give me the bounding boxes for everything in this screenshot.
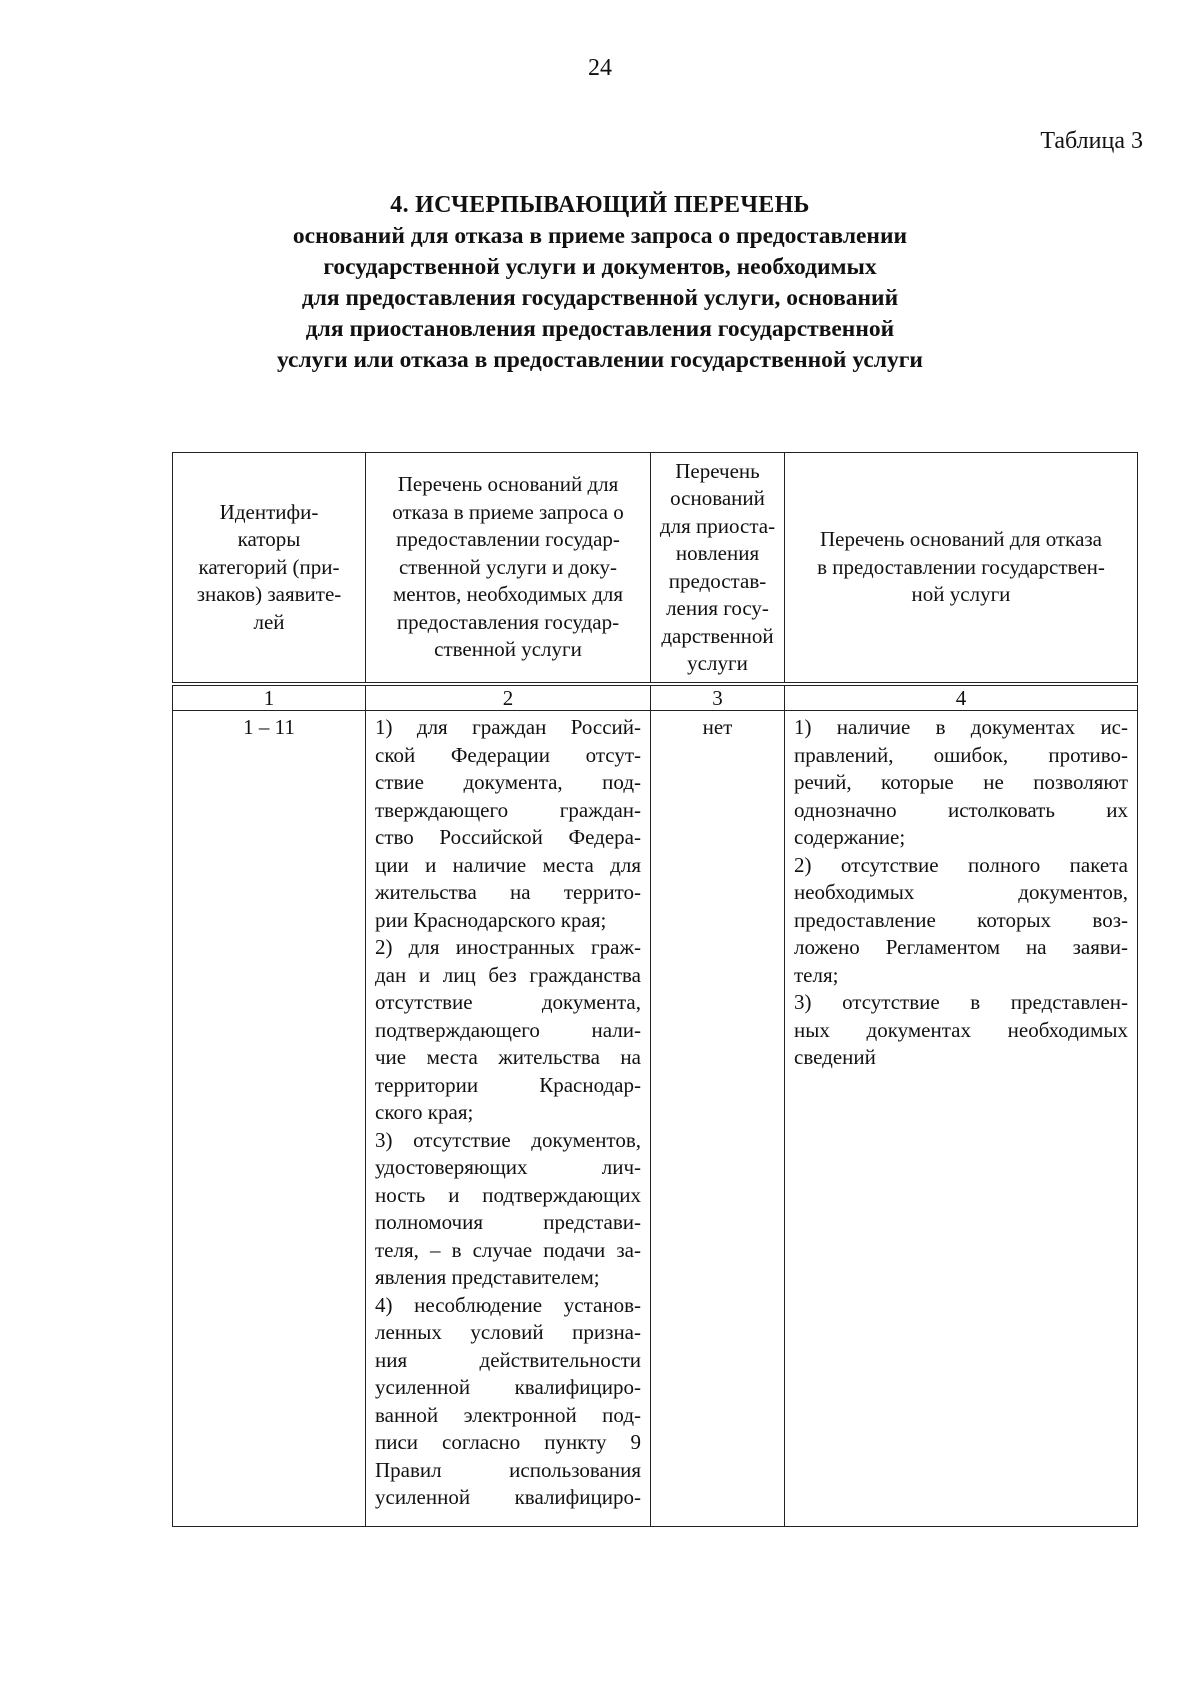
text-line: предоставление которых воз- <box>794 907 1128 932</box>
text-line: жительства на террито- <box>375 880 641 904</box>
header-line: Идентифи- <box>219 499 319 524</box>
header-identifiers <box>173 453 366 685</box>
text-line: речий, которые не позволяют <box>794 770 1128 794</box>
text-line: отсутствие документа, <box>375 990 641 1014</box>
text-line: 1) наличие в документах ис- <box>794 715 1128 739</box>
text-line: явления представителем; <box>375 1265 600 1289</box>
header-suspension <box>651 453 785 685</box>
text-line: территории Краснодар- <box>375 1072 641 1097</box>
text-line: ванной электронной под- <box>375 1402 641 1427</box>
section-heading <box>0 190 1200 376</box>
text-line: правлений, ошибок, противо- <box>794 742 1128 767</box>
table-row <box>173 711 1138 1527</box>
text-line: сведений <box>794 1045 876 1069</box>
text-line: 2) для иностранных граж- <box>375 935 641 959</box>
text-line: чие места жительства на <box>375 1045 641 1069</box>
page-number: 24 <box>588 55 612 81</box>
header-line: Перечень оснований для <box>397 472 619 497</box>
subtitle-line: оснований для отказа в приеме запроса о предоставлении <box>292 223 908 249</box>
text-line: Правил использования <box>375 1457 641 1482</box>
header-line: знаков) заявите- <box>196 582 342 607</box>
text-line: 2) отсутствие полного пакета <box>794 852 1128 877</box>
text-line: 4) несоблюдение установ- <box>375 1292 641 1317</box>
header-line: новления <box>675 541 760 565</box>
text-line: ствие документа, под- <box>375 770 641 794</box>
subtitle-line: для приостановления предоставления государственной <box>305 316 895 342</box>
cell-identifier: 1 – 11 <box>173 711 366 1527</box>
text-line: ской Федерации отсут- <box>375 742 641 767</box>
text-line: тверждающего граждан- <box>375 797 641 822</box>
text-line: писи согласно пункту 9 <box>375 1430 641 1454</box>
text-line: ных документах необходимых <box>794 1017 1128 1042</box>
column-number-row <box>173 684 1138 711</box>
header-line: каторы <box>237 527 301 552</box>
header-line: ной услуги <box>911 582 1011 607</box>
text-line: содержание; <box>794 825 906 849</box>
text-line: ложено Регламентом на заяви- <box>794 935 1128 959</box>
header-line: Перечень <box>675 458 760 483</box>
text-line: удостоверяющих лич- <box>375 1155 641 1179</box>
text-line: ство Российской Федера- <box>375 825 641 849</box>
text-line: ленных условий призна- <box>375 1320 641 1344</box>
text-line: теля; <box>794 962 839 987</box>
header-line: ления госу- <box>666 596 769 620</box>
subtitle-line: услуги или отказа в предоставлении государственной услуги <box>277 347 923 373</box>
header-line: предоставления государ- <box>396 609 620 634</box>
text-line: ции и наличие места для <box>375 852 641 877</box>
text-line: однозначно истолковать их <box>794 797 1128 822</box>
header-refusal-to-provide <box>785 453 1138 685</box>
table-label: Таблица 3 <box>1040 128 1143 154</box>
cell-suspension: нет <box>651 711 785 1527</box>
text-line: рии Краснодарского края; <box>375 907 607 932</box>
text-line: 3) отсутствие документов, <box>375 1127 641 1152</box>
header-line: категорий (при- <box>198 554 340 579</box>
text-line: усиленной квалифициро- <box>375 1375 641 1399</box>
heading-title: 4. ИСЧЕРПЫВАЮЩИЙ ПЕРЕЧЕНЬ <box>390 192 810 218</box>
header-line: предостав- <box>668 568 767 593</box>
text-line: необходимых документов, <box>794 880 1128 904</box>
subtitle-line: государственной услуги и документов, необходимых <box>323 254 877 280</box>
header-line: лей <box>253 609 285 634</box>
header-line: ственной услуги и доку- <box>398 554 618 579</box>
header-line: Перечень оснований для отказа <box>819 527 1103 552</box>
header-line: оснований <box>670 486 765 510</box>
table-header-row <box>173 453 1138 685</box>
text-line: дан и лиц без гражданства <box>375 962 641 987</box>
header-line: услуги <box>687 651 748 675</box>
text-line: подтверждающего нали- <box>375 1017 641 1042</box>
text-line: ния действительности <box>375 1347 641 1372</box>
heading-subtitle <box>200 221 1000 376</box>
header-line: в предоставлении государствен- <box>817 554 1105 579</box>
header-line: предоставлении государ- <box>396 527 620 552</box>
column-number: 2 <box>366 684 651 711</box>
cell-refusal-to-provide <box>785 711 1138 1527</box>
cell-refusal-to-accept <box>366 711 651 1527</box>
header-line: ментов, необходимых для <box>392 582 624 607</box>
header-refusal-to-accept <box>366 453 651 685</box>
header-line: ственной услуги <box>434 637 582 662</box>
column-number: 3 <box>651 684 785 711</box>
text-line: 3) отсутствие в представлен- <box>794 990 1128 1014</box>
text-line: усиленной квалифициро- <box>375 1485 641 1509</box>
header-line: дарственной <box>661 623 774 648</box>
header-line: отказа в приеме запроса о <box>392 499 624 524</box>
text-line: теля, – в случае подачи за- <box>375 1237 641 1262</box>
header-line: для приоста- <box>659 513 776 538</box>
text-line: ность и подтверждающих <box>375 1182 641 1207</box>
column-number: 1 <box>173 684 366 711</box>
subtitle-line: для предоставления государственной услуги, оснований <box>301 285 899 311</box>
text-line: ского края; <box>375 1100 474 1124</box>
column-number: 4 <box>785 684 1138 711</box>
text-line: 1) для граждан Россий- <box>375 715 641 739</box>
text-line: полномочия представи- <box>375 1210 641 1234</box>
grounds-table <box>172 452 1138 1527</box>
